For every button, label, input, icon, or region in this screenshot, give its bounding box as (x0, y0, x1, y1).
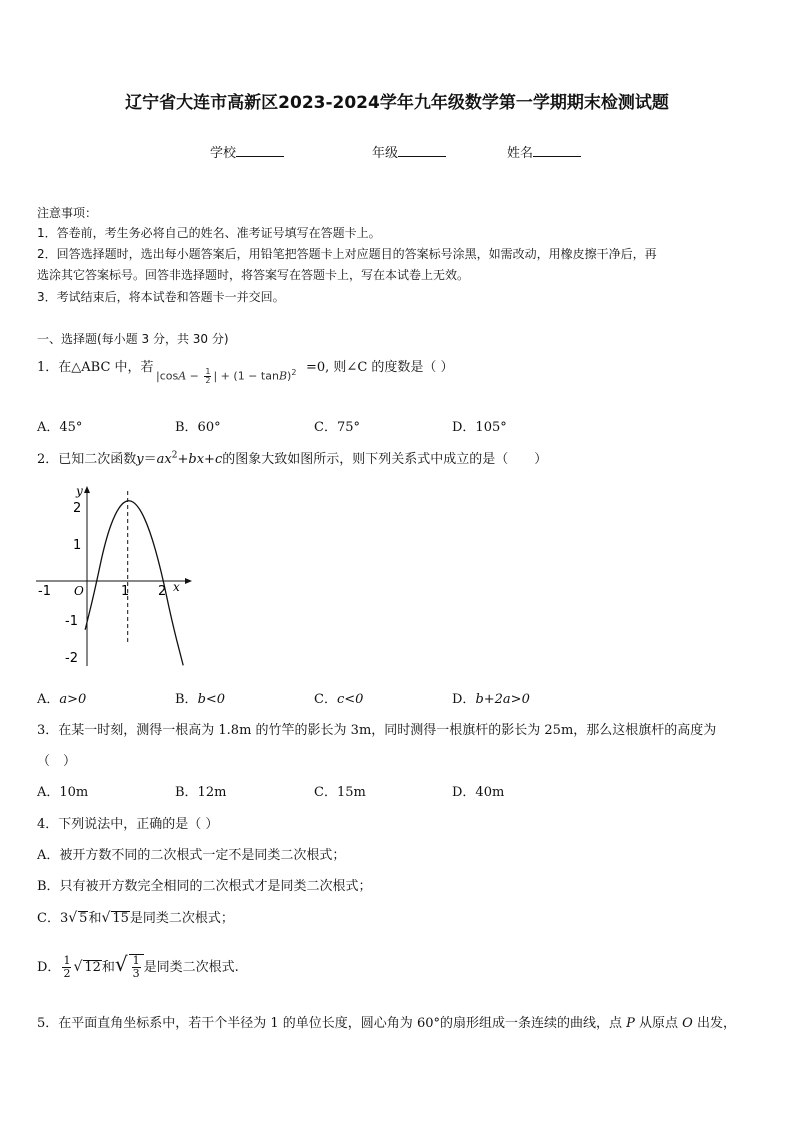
x-tick-1: 1 (121, 584, 130, 599)
q4-option-c[interactable]: C．3√ 5和√ 15是同类二次根式； (37, 910, 234, 926)
grade-blank[interactable] (398, 144, 446, 157)
notice-item-2a: 2．回答选择题时，选出每小题答案后，用铅笔把答题卡上对应题目的答案标号涂黑，如需改动，用橡皮擦干净后，再 (37, 247, 657, 261)
section-heading: 一、选择题(每小题 3 分，共 30 分) (37, 332, 229, 346)
notice-item-1: 1．答卷前，考生务必将自己的姓名、准考证号填写在答题卡上。 (37, 226, 381, 240)
page-title: 辽宁省大连市高新区2023-2024学年九年级数学第一学期期末检测试题 (125, 93, 669, 113)
q4-option-a[interactable]: A．被开方数不同的二次根式一定不是同类二次根式； (37, 848, 346, 863)
q5-stem: 5．在平面直角坐标系中，若干个半径为 1 的单位长度，圆心角为 60°的扇形组成一条连续的曲线，点 P 从原点 O 出发， (37, 1016, 736, 1031)
q1-formula: |cosA − $\frac{1}{2}$ | + $(1 - \tan B)^2$ (156, 367, 297, 386)
q3-option-a[interactable]: A．10m (37, 785, 89, 800)
q1-stem-b: =0, 则∠C 的度数是（ ） (306, 360, 454, 375)
grade-field[interactable] (372, 142, 446, 161)
q3-option-c[interactable]: C．15m (314, 785, 366, 800)
y-tick-1: 1 (73, 538, 82, 553)
q2-option-d[interactable]: D．b+2a>0 (452, 692, 530, 707)
name-blank[interactable] (533, 144, 581, 157)
y-tick-neg1: -1 (65, 614, 78, 629)
q1-stem-a: 1．在△ABC 中，若 (37, 360, 154, 375)
q4-option-d[interactable]: D． $\frac{1}{2}$ √ 12和√ $\frac{1}{3}$ 是同类二次根式. (37, 952, 239, 980)
q3-option-d[interactable]: D．40m (452, 785, 505, 800)
origin-label: O (74, 584, 84, 598)
q1-option-b[interactable]: B．60° (175, 420, 221, 435)
q1-option-d[interactable]: D．105° (452, 420, 507, 435)
q1-option-a[interactable]: A．45° (37, 420, 83, 435)
x-tick-2: 2 (158, 584, 167, 599)
name-field[interactable] (507, 142, 581, 161)
parabola-graph (30, 478, 200, 673)
x-tick-neg1: -1 (38, 584, 51, 599)
y-tick-neg2: -2 (65, 651, 78, 666)
q3-stem-b: （ ） (37, 754, 77, 769)
y-tick-2: 2 (73, 501, 82, 516)
q2-option-c[interactable]: C．c<0 (314, 692, 364, 707)
parabola-curve (85, 501, 183, 666)
q3-stem-a: 3．在某一时刻，测得一根高为 1.8m 的竹竿的影长为 3m，同时测得一根旗杆的影长为 25m，那么这根旗杆的高度为 (37, 723, 717, 738)
q4-option-b[interactable]: B．只有被开方数完全相同的二次根式才是同类二次根式； (37, 879, 372, 894)
notice-heading: 注意事项： (37, 206, 98, 220)
school-field[interactable] (210, 142, 284, 161)
x-axis-label: x (173, 580, 180, 594)
notice-item-3: 3．考试结束后，将本试卷和答题卡一并交回。 (37, 290, 285, 304)
q3-option-b[interactable]: B．12m (175, 785, 227, 800)
q2-option-a[interactable]: A．a>0 (37, 692, 87, 707)
grade-label: 年级 (372, 146, 399, 161)
school-blank[interactable] (236, 144, 284, 157)
q4-stem: 4．下列说法中，正确的是（ ） (37, 817, 219, 832)
y-axis-label: y (76, 484, 83, 498)
x-axis-arrow (185, 578, 192, 584)
q2-option-b[interactable]: B．b<0 (175, 692, 226, 707)
y-axis-arrow (84, 486, 90, 493)
q1-option-c[interactable]: C．75° (314, 420, 360, 435)
q2-stem: 2．已知二次函数$y=ax^2+bx+c$的图象大致如图所示，则下列关系式中成立的是（ ） (37, 450, 548, 467)
name-label: 姓名 (507, 146, 534, 161)
school-label: 学校 (210, 146, 237, 161)
notice-item-2b: 选涂其它答案标号。回答非选择题时，将答案写在答题卡上，写在本试卷上无效。 (37, 268, 470, 282)
